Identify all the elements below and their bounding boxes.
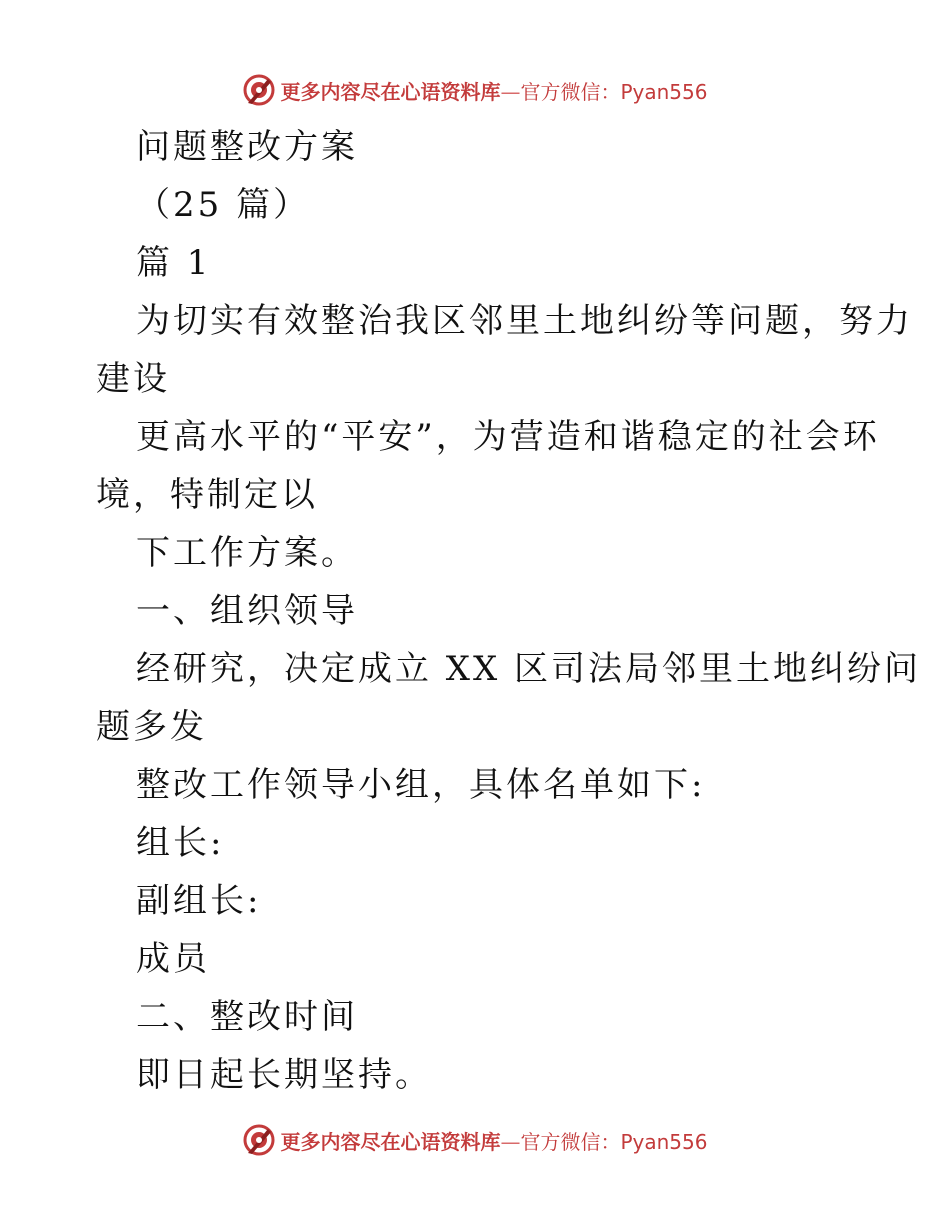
section-heading: 二、整改时间 [136,997,358,1037]
document-body [96,118,922,1104]
document-title: 问题整改方案 [136,127,358,167]
watermark-brand: 更多内容尽在心语资料库 [280,79,501,104]
watermark-separator: — [500,79,521,104]
watermark-suffix: 官方微信：Pyan556 [520,79,708,104]
watermark-brand: 更多内容尽在心语资料库 [280,1129,501,1154]
paragraph-line: 整改工作领导小组，具体名单如下: [136,765,706,805]
paragraph-line: 题多发 [96,707,207,747]
section-heading: 篇 1 [136,243,212,283]
paragraph-line: 建设 [96,359,170,399]
quill-logo-icon [242,1123,276,1157]
list-item: 成员 [136,939,210,979]
paragraph-line: 经研究，决定成立 XX 区司法局邻里土地纠纷问 [136,649,922,689]
section-heading: 一、组织领导 [136,591,358,631]
paragraph-line: 为切实有效整治我区邻里土地纠纷等问题，努力 [136,301,913,341]
header-watermark [0,70,950,110]
list-item: 组长: [136,823,225,863]
watermark-text [280,1126,707,1155]
watermark-separator: — [500,1129,521,1154]
watermark-suffix: 官方微信：Pyan556 [520,1129,708,1154]
document-subtitle: （25 篇） [136,185,311,225]
quill-logo-icon [242,73,276,107]
paragraph-line: 更高水平的“平安”，为营造和谐稳定的社会环 [136,417,880,457]
list-item: 副组长: [136,881,262,921]
paragraph-line: 即日起长期坚持。 [136,1055,432,1095]
paragraph-line: 境，特制定以 [96,475,318,515]
paragraph-line: 下工作方案。 [136,533,358,573]
watermark-text [280,76,707,105]
footer-watermark [0,1120,950,1160]
